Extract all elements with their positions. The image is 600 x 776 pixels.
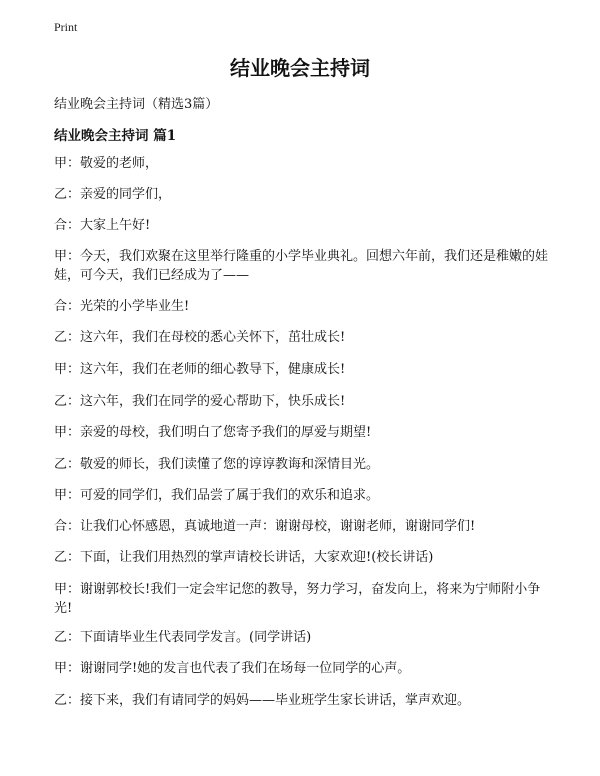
dialogue-line: 甲：亲爱的母校，我们明白了您寄予我们的厚爱与期望!: [54, 425, 372, 440]
dialogue-line: 乙：下面，让我们用热烈的掌声请校长讲话，大家欢迎!(校长讲话): [54, 550, 434, 565]
dialogue-line: 合：让我们心怀感恩，真诚地道一声：谢谢母校，谢谢老师，谢谢同学们!: [54, 519, 476, 534]
dialogue-line: 乙：这六年，我们在同学的爱心帮助下，快乐成长!: [54, 394, 346, 409]
document-title: 结业晚会主持词: [230, 56, 370, 80]
print-link[interactable]: Print: [54, 20, 78, 34]
dialogue-line: 合：大家上午好!: [54, 218, 151, 233]
dialogue-line: 乙：下面请毕业生代表同学发言。(同学讲话): [54, 630, 312, 645]
dialogue-line: 甲：敬爱的老师，: [54, 156, 159, 171]
dialogue-line: 乙：敬爱的师长，我们读懂了您的谆谆教诲和深情目光。: [54, 457, 380, 472]
section-title: 结业晚会主持词 篇1: [54, 128, 177, 144]
dialogue-line: 甲：这六年，我们在老师的细心教导下，健康成长!: [54, 362, 346, 377]
dialogue-line: 甲：今天，我们欢聚在这里举行隆重的小学毕业典礼。回想六年前，我们还是稚嫩的娃娃，可今天，我们已经成为了——: [54, 249, 549, 283]
dialogue-line: 合：光荣的小学毕业生!: [54, 299, 190, 314]
dialogue-line: 乙：接下来，我们有请同学的妈妈——毕业班学生家长讲话，掌声欢迎。: [54, 693, 471, 708]
dialogue-line: 乙：亲爱的同学们，: [54, 187, 172, 202]
dialogue-line: 乙：这六年，我们在母校的悉心关怀下，茁壮成长!: [54, 330, 346, 345]
dialogue-line: 甲：谢谢郭校长!我们一定会牢记您的教导，努力学习，奋发向上，将来为宁师附小争光!: [54, 582, 541, 616]
document-subtitle: 结业晚会主持词（精选3篇）: [54, 97, 219, 112]
dialogue-line: 甲：谢谢同学!她的发言也代表了我们在场每一位同学的心声。: [54, 661, 411, 676]
dialogue-line: 甲：可爱的同学们，我们品尝了属于我们的欢乐和追求。: [54, 488, 380, 503]
